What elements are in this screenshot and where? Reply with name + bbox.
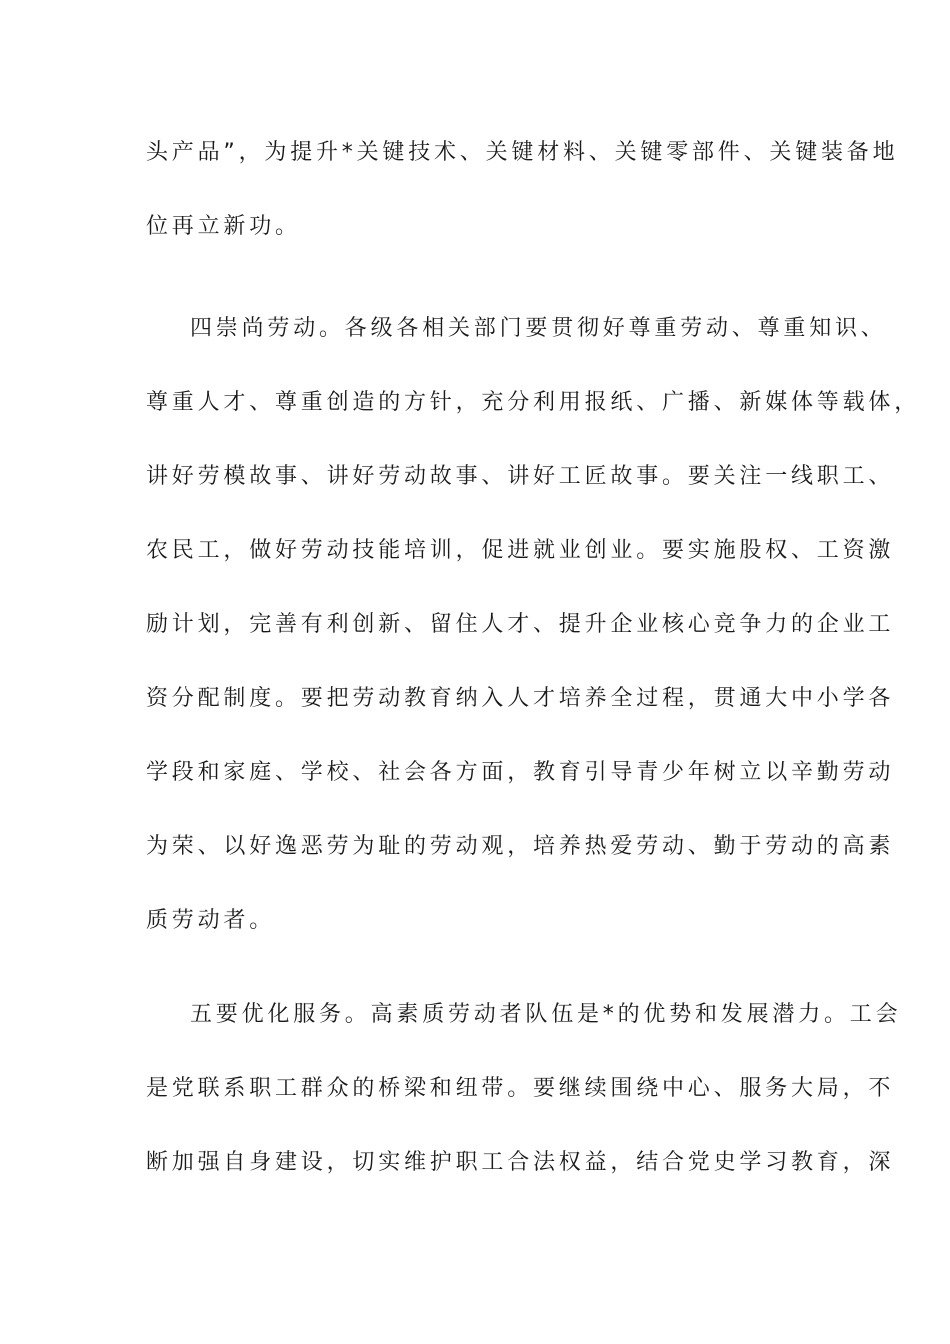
- text-line: 学段和家庭、学校、社会各方面，教育引导青少年树立以辛勤劳动: [146, 760, 895, 785]
- text-line: 农民工，做好劳动技能培训，促进就业创业。要实施股权、工资激: [146, 538, 895, 563]
- paragraph-start-line: 五要优化服务。高素质劳动者队伍是*的优势和发展潜力。工会: [190, 1002, 902, 1027]
- text-line: 尊重人才、尊重创造的方针，充分利用报纸、广播、新媒体等载体，: [146, 390, 921, 415]
- text-line: 讲好劳模故事、讲好劳动故事、讲好工匠故事。要关注一线职工、: [146, 464, 895, 489]
- text-line: 断加强自身建设，切实维护职工合法权益，结合党史学习教育，深: [146, 1150, 895, 1175]
- text-line: 励计划，完善有利创新、留住人才、提升企业核心竞争力的企业工: [146, 612, 895, 637]
- text-line: 位再立新功。: [146, 214, 301, 239]
- text-line: 资分配制度。要把劳动教育纳入人才培养全过程，贯通大中小学各: [146, 686, 895, 711]
- text-line: 是党联系职工群众的桥梁和纽带。要继续围绕中心、服务大局，不: [146, 1076, 895, 1101]
- text-line: 为荣、以好逸恶劳为耻的劳动观，培养热爱劳动、勤于劳动的高素: [146, 834, 895, 859]
- paragraph-start-line: 四崇尚劳动。各级各相关部门要贯彻好尊重劳动、尊重知识、: [190, 316, 887, 341]
- text-line: 质劳动者。: [146, 908, 276, 933]
- text-line: 头产品”，为提升*关键技术、关键材料、关键零部件、关键装备地: [146, 140, 899, 165]
